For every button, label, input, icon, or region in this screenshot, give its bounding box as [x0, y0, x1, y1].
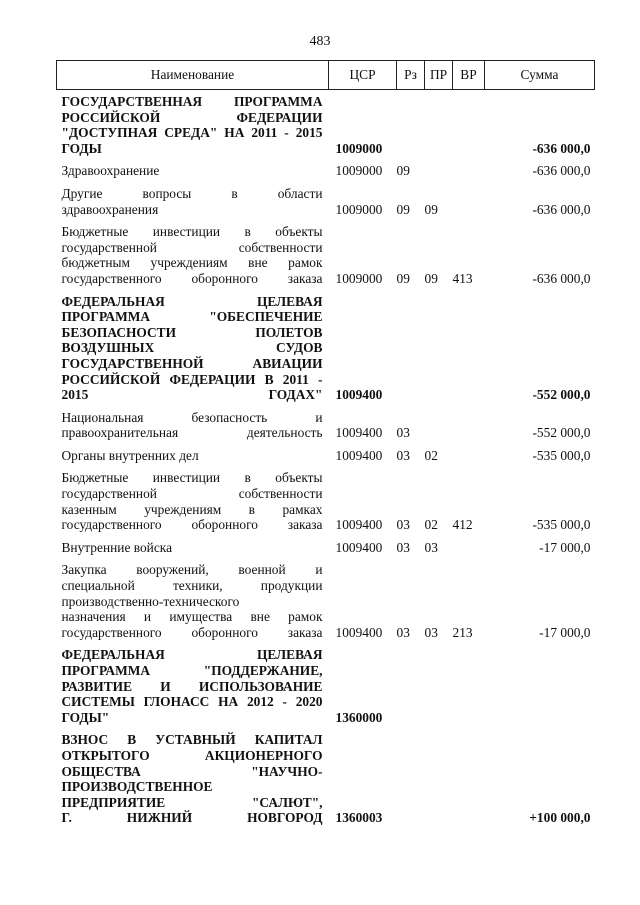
row-name [57, 290, 329, 406]
row-name-line: Закупка вооружений, военной и [61, 562, 323, 578]
row-name-line: специальной техники, продукции [61, 578, 323, 594]
row-vr: 412 [452, 517, 473, 533]
column-header-name: Наименование [57, 61, 329, 90]
row-csr: 1360003 [335, 810, 383, 826]
row-name [57, 444, 329, 467]
row-name-line: ФЕДЕРАЛЬНАЯ ЦЕЛЕВАЯ [61, 647, 323, 663]
row-rz: 03 [396, 624, 410, 640]
table-header-row [57, 61, 595, 90]
row-sum: -636 000,0 [532, 201, 591, 217]
row-pr: 09 [424, 270, 438, 286]
row-name-line: государственной собственности [61, 486, 323, 502]
row-rz: 03 [396, 425, 410, 441]
row-vr [453, 643, 485, 728]
row-csr: 1009400 [335, 425, 383, 441]
row-name-line: ОБЩЕСТВА "НАУЧНО- [61, 763, 323, 779]
row-sum: +100 000,0 [529, 810, 591, 826]
row-csr: 1009000 [335, 201, 383, 217]
table-row [57, 90, 595, 160]
row-vr [453, 290, 485, 406]
row-name-line: правоохранительная деятельность [61, 425, 323, 441]
column-header-pr: ПР [425, 61, 453, 90]
row-csr: 1009400 [335, 539, 383, 555]
row-csr: 1009400 [335, 387, 383, 403]
row-name-line: ВЗНОС В УСТАВНЫЙ КАПИТАЛ [61, 732, 323, 748]
row-csr: 1009000 [335, 140, 383, 156]
row-name-line: казенным учреждениям в рамках [61, 501, 323, 517]
table-row [57, 182, 595, 220]
table-row [57, 466, 595, 535]
row-name-line: ПРОГРАММА "ПОДДЕРЖАНИЕ, [61, 663, 323, 678]
row-rz: 03 [396, 447, 410, 463]
column-header-vr: ВР [453, 61, 485, 90]
row-name-line: государственной собственности [61, 239, 323, 255]
row-name-line: РОССИЙСКОЙ ФЕДЕРАЦИИ [61, 109, 323, 125]
row-name-line: Внутренние войска [61, 539, 173, 555]
budget-table [56, 60, 595, 829]
row-pr [425, 728, 453, 829]
row-vr [453, 159, 485, 182]
row-csr: 1009400 [335, 447, 383, 463]
row-name [57, 558, 329, 643]
row-rz [397, 90, 425, 160]
row-vr [453, 444, 485, 467]
row-name-line: 2015 ГОДАХ" [61, 387, 323, 403]
row-name-line: ПРОГРАММА "ОБЕСПЕЧЕНИЕ [61, 309, 323, 325]
row-vr: 213 [452, 624, 473, 640]
row-pr: 02 [424, 517, 438, 533]
row-name [57, 90, 329, 160]
row-sum: -636 000,0 [532, 140, 591, 156]
row-name-line: РОССИЙСКОЙ ФЕДЕРАЦИИ В 2011 - [61, 371, 323, 387]
row-name-line: Органы внутренних дел [61, 447, 199, 463]
row-name-line: государственного оборонного заказа [61, 270, 323, 286]
row-name-line: СИСТЕМЫ ГЛОНАСС НА 2012 - 2020 [61, 694, 323, 710]
row-csr: 1009000 [335, 270, 383, 286]
row-name-line: производственно-технического [61, 593, 240, 609]
table-row [57, 643, 595, 728]
table-row [57, 290, 595, 406]
row-pr [425, 290, 453, 406]
page-number: 483 [309, 34, 331, 49]
column-header-csr: ЦСР [329, 61, 397, 90]
row-name [57, 406, 329, 444]
row-rz: 03 [396, 539, 410, 555]
table-row [57, 220, 595, 289]
row-name [57, 182, 329, 220]
row-vr [453, 536, 485, 559]
row-pr [425, 159, 453, 182]
row-sum: -636 000,0 [532, 270, 591, 286]
row-vr [453, 182, 485, 220]
table-row [57, 444, 595, 467]
row-pr [425, 406, 453, 444]
row-name [57, 220, 329, 289]
row-rz [397, 728, 425, 829]
row-rz: 09 [396, 270, 410, 286]
row-name-line: ВОЗДУШНЫХ СУДОВ [61, 340, 323, 356]
row-name-line: ОТКРЫТОГО АКЦИОНЕРНОГО [61, 747, 323, 763]
row-pr: 09 [424, 201, 438, 217]
row-vr [453, 90, 485, 160]
row-name [57, 643, 329, 728]
row-sum: -636 000,0 [532, 163, 591, 179]
row-sum: -535 000,0 [532, 447, 591, 463]
row-name-line: РАЗВИТИЕ И ИСПОЛЬЗОВАНИЕ [61, 678, 323, 694]
row-name-line: Национальная безопасность и [61, 409, 323, 425]
row-name [57, 466, 329, 535]
row-name-line: ГОСУДАРСТВЕННОЙ АВИАЦИИ [61, 355, 323, 371]
row-name [57, 728, 329, 829]
row-name-line: ГОДЫ [61, 140, 102, 156]
row-rz: 03 [396, 517, 410, 533]
row-vr [453, 728, 485, 829]
column-header-rz: Рз [397, 61, 425, 90]
row-name-line: Бюджетные инвестиции в объекты [61, 470, 323, 486]
row-sum: -552 000,0 [532, 425, 591, 441]
row-name-line: бюджетным учреждениям вне рамок [61, 255, 323, 271]
row-name-line: "ДОСТУПНАЯ СРЕДА" НА 2011 - 2015 [61, 125, 323, 141]
row-rz: 09 [396, 201, 410, 217]
row-rz [397, 290, 425, 406]
row-name-line: ГОСУДАРСТВЕННАЯ ПРОГРАММА [61, 94, 323, 109]
row-name [57, 159, 329, 182]
row-name-line: Бюджетные инвестиции в объекты [61, 224, 323, 240]
row-pr [425, 643, 453, 728]
row-rz [397, 643, 425, 728]
row-pr: 03 [424, 624, 438, 640]
row-vr: 413 [452, 270, 473, 286]
row-name [57, 536, 329, 559]
table-row [57, 728, 595, 829]
row-pr: 03 [424, 539, 438, 555]
row-sum [485, 643, 595, 728]
table-row [57, 558, 595, 643]
row-name-line: Другие вопросы в области [61, 185, 323, 201]
row-name-line: Г. НИЖНИЙ НОВГОРОД [61, 810, 323, 826]
row-name-line: государственного оборонного заказа [61, 624, 323, 640]
row-vr [453, 406, 485, 444]
row-name-line: государственного оборонного заказа [61, 517, 323, 533]
row-name-line: ПРЕДПРИЯТИЕ "САЛЮТ", [61, 794, 323, 810]
row-csr: 1009400 [335, 624, 383, 640]
row-name-line: назначения и имущества вне рамок [61, 609, 323, 625]
row-name-line: БЕЗОПАСНОСТИ ПОЛЕТОВ [61, 324, 323, 340]
row-rz: 09 [396, 163, 410, 179]
table-body [57, 90, 595, 829]
row-name-line: ПРОИЗВОДСТВЕННОЕ [61, 779, 213, 795]
row-name-line: ФЕДЕРАЛЬНАЯ ЦЕЛЕВАЯ [61, 293, 323, 309]
row-pr [425, 90, 453, 160]
table-row [57, 536, 595, 559]
row-csr: 1009400 [335, 517, 383, 533]
row-sum: -17 000,0 [539, 624, 591, 640]
row-sum: -552 000,0 [532, 387, 591, 403]
row-csr: 1360000 [335, 709, 383, 725]
row-sum: -535 000,0 [532, 517, 591, 533]
row-name-line: ГОДЫ" [61, 709, 110, 725]
table-row [57, 406, 595, 444]
column-header-sum: Сумма [485, 61, 595, 90]
row-name-line: здравоохранения [61, 201, 159, 217]
table-row [57, 159, 595, 182]
row-name-line: Здравоохранение [61, 163, 160, 179]
row-csr: 1009000 [335, 163, 383, 179]
row-sum: -17 000,0 [539, 539, 591, 555]
row-pr: 02 [424, 447, 438, 463]
